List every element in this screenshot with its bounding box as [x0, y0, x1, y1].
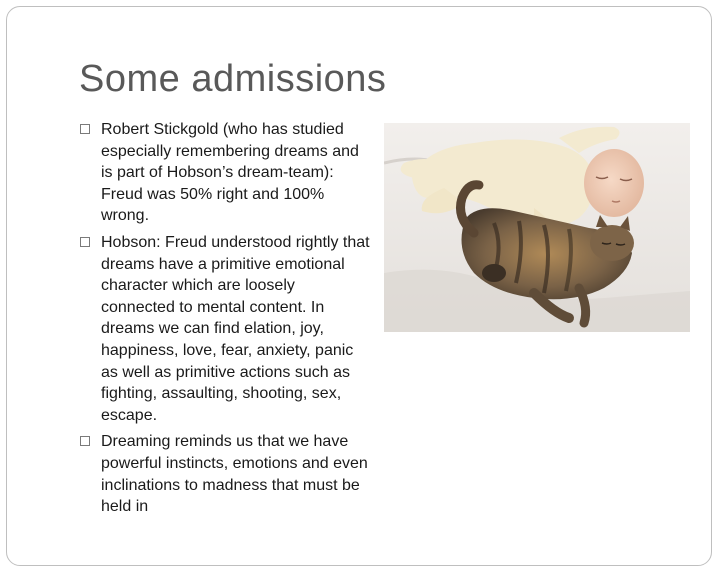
- baby-cat-photo: [384, 123, 690, 332]
- bullet-item: [80, 431, 370, 517]
- slide-title: Some admissions: [79, 58, 387, 100]
- bullet-box-icon: [80, 124, 90, 134]
- bullet-text: Dreaming reminds us that we have powerful instincts, emotions and even inclinations to madness that must be held in: [101, 433, 368, 516]
- bullet-text: Robert Stickgold (who has studied especially remembering dreams and is part of Hobson’s dream-team): Freud was 50% right and 100% wrong.: [101, 121, 359, 225]
- bullet-text: Hobson: Freud understood rightly that dreams have a primitive emotional character which are loosely connected to mental content. In dreams we can find elation, joy, happiness, love, fear, anxiety, panic as well as primitive actions such as fighting, assaulting, shooting, sex, escape.: [101, 233, 370, 424]
- bullet-list: [80, 119, 370, 523]
- bullet-box-icon: [80, 237, 90, 247]
- bullet-item: [80, 119, 370, 227]
- bullet-box-icon: [80, 436, 90, 446]
- bullet-item: [80, 232, 370, 426]
